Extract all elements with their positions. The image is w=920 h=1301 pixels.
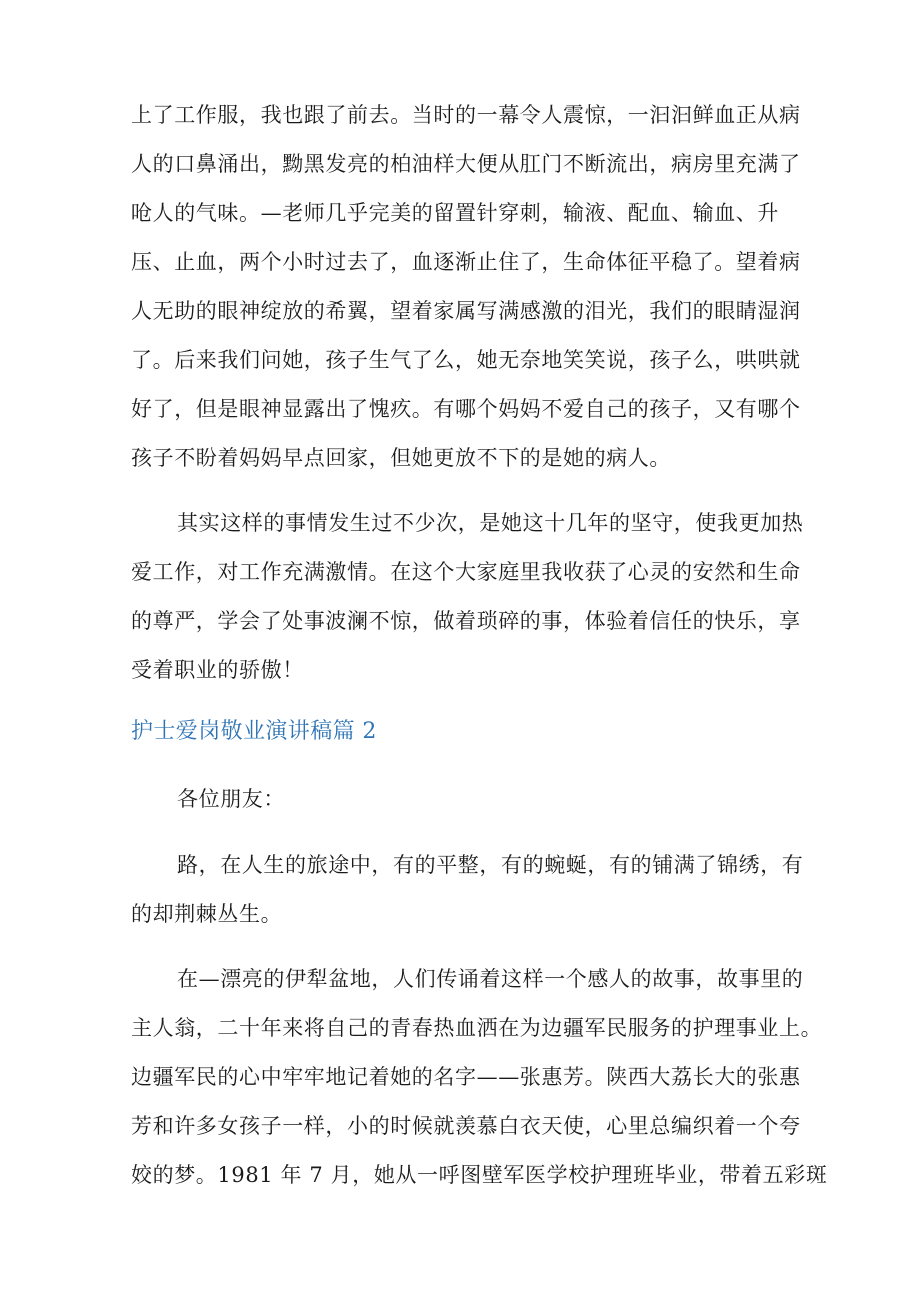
text-line: 姣的梦。1981 年 7 月，她从一呼图壁军医学校护理班毕业，带着五彩斑: [131, 1163, 828, 1187]
text-line: 人无助的眼神绽放的希翼，望着家属写满感激的泪光，我们的眼睛湿润: [131, 299, 801, 323]
text-line: 边疆军民的心中牢牢地记着她的名字——张惠芳。陕西大荔长大的张惠: [131, 1065, 801, 1089]
text-line: 主人翁，二十年来将自己的青春热血洒在为边疆军民服务的护理事业上。: [131, 1016, 823, 1040]
text-line: 路，在人生的旅途中，有的平整，有的蜿蜒，有的铺满了锦绣，有: [177, 853, 804, 877]
greeting: 各位朋友：: [177, 787, 285, 811]
text-line: 好了，但是眼神显露出了愧疚。有哪个妈妈不爱自己的孩子，又有哪个: [131, 397, 801, 421]
text-line: 了。后来我们问她，孩子生气了么，她无奈地笑笑说，孩子么，哄哄就: [131, 348, 801, 372]
text-line: 压、止血，两个小时过去了，血逐渐止住了，生命体征平稳了。望着病: [131, 250, 801, 274]
text-line: 呛人的气味。—老师几乎完美的留置针穿刺，输液、配血、输血、升: [131, 201, 779, 225]
text-line: 的却荆棘丛生。: [131, 902, 283, 926]
text-line: 人的口鼻涌出，黝黑发亮的柏油样大便从肛门不断流出，病房里充满了: [131, 152, 801, 176]
text-line: 上了工作服，我也跟了前去。当时的一幕令人震惊，一汩汩鲜血正从病: [131, 103, 801, 127]
text-line: 孩子不盼着妈妈早点回家，但她更放不下的是她的病人。: [131, 446, 671, 470]
text-line: 爱工作，对工作充满激情。在这个大家庭里我收获了心灵的安然和生命: [131, 560, 801, 584]
text-line: 受着职业的骄傲！: [131, 658, 304, 682]
section-heading: 护士爱岗敬业演讲稿篇 2: [131, 719, 377, 744]
text-line: 在—漂亮的伊犁盆地，人们传诵着这样一个感人的故事，故事里的: [177, 967, 804, 991]
text-line: 芳和许多女孩子一样，小的时候就羡慕白衣天使，心里总编织着一个夸: [131, 1114, 801, 1138]
text-line: 的尊严，学会了处事波澜不惊，做着琐碎的事，体验着信任的快乐，享: [131, 609, 801, 633]
text-line: 其实这样的事情发生过不少次，是她这十几年的坚守，使我更加热: [177, 511, 804, 535]
